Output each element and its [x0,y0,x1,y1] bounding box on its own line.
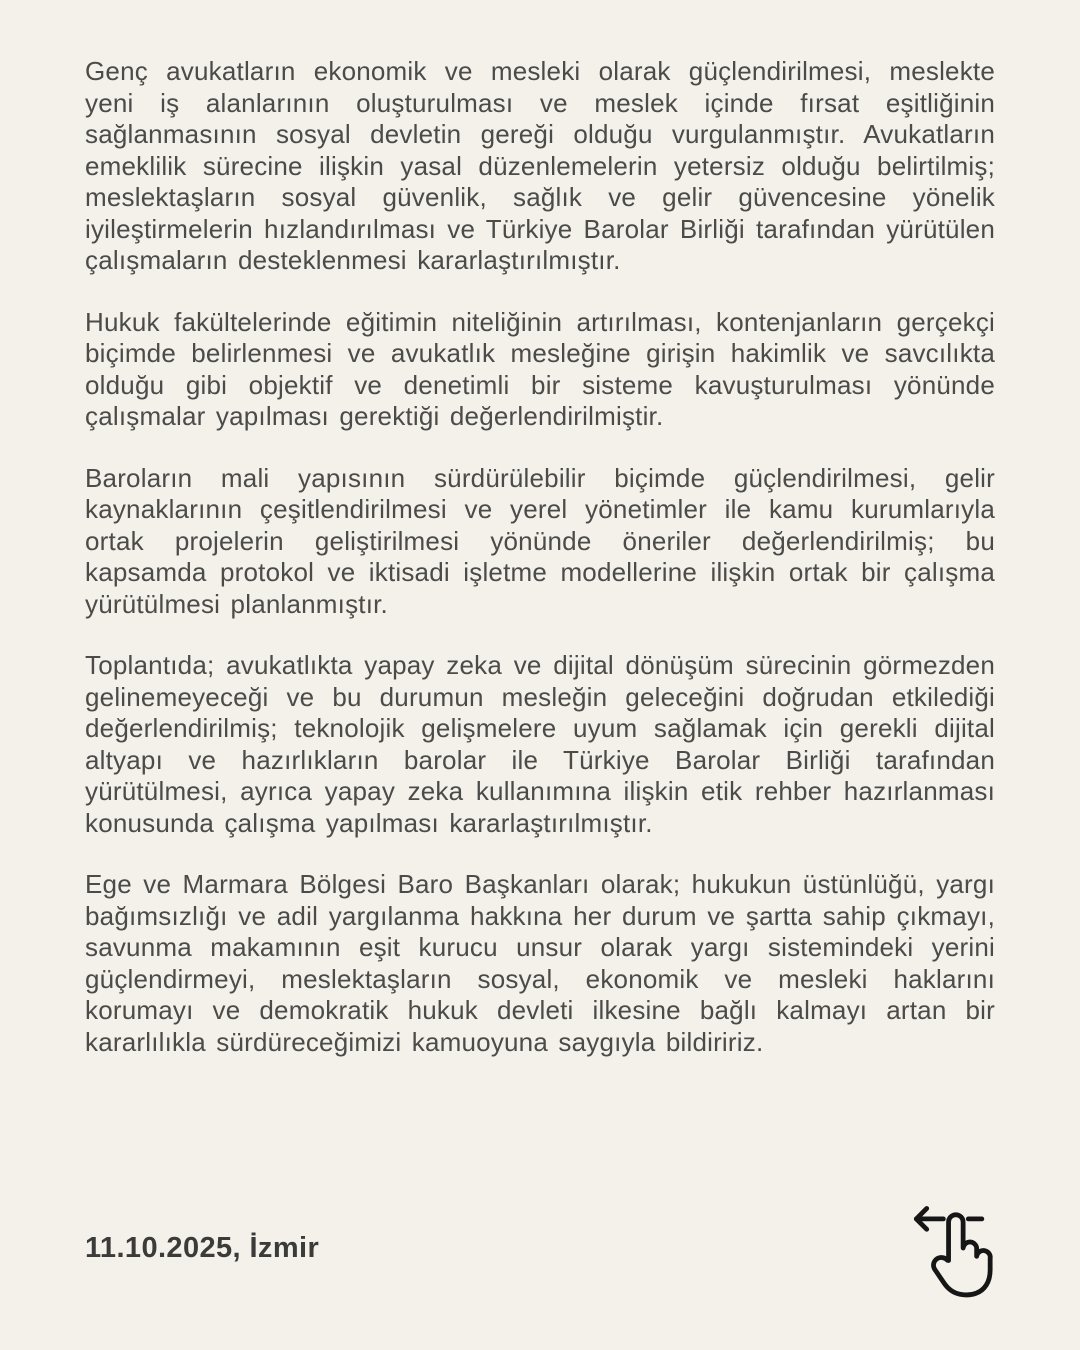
body-paragraph: Hukuk fakültelerinde eğitimin niteliğinin artırılması, kontenjanların gerçekçi biçimde belirlenmesi ve avukatlık mesleğine girişin hakimlik ve savcılıkta olduğu gibi objektif ve denetimli bir sisteme kavuşturulması yönünde çalışmalar yapılması gerektiği değerlendirilmiştir. [85,306,995,431]
body-paragraph: Baroların mali yapısının sürdürülebilir biçimde güçlendirilmesi, gelir kaynaklarının çeşitlendirilmesi ve yerel yönetimler ile kamu kurumlarıyla ortak projelerin geliştirilmesi yönünde öneriler değerlendirilmiş; bu kapsamda protokol ve iktisadi işletme modellerine ilişkin ortak bir çalışma yürütülmesi planlanmıştır. [85,462,995,619]
body-paragraph: Genç avukatların ekonomik ve mesleki olarak güçlendirilmesi, meslekte yeni iş alanlarının oluşturulması ve meslek içinde fırsat eşitliğinin sağlanmasının sosyal devletin gereği olduğu vurgulanmıştır. Avukatların emeklilik sürecine ilişkin yasal düzenlemelerin yetersiz olduğu belirtilmiş; meslektaşların sosyal güvenlik, sağlık ve gelir güvencesine yönelik iyileştirmelerin hızlandırılması ve Türkiye Barolar Birliği tarafından yürütülen çalışmaların desteklenmesi kararlaştırılmıştır. [85,56,995,275]
body-paragraph: Ege ve Marmara Bölgesi Baro Başkanları olarak; hukukun üstünlüğü, yargı bağımsızlığı ve adil yargılanma hakkına her durum ve şartta sahip çıkmayı, savunma makamının eşit kurucu unsur olarak yargı sistemindeki yerini güçlendirmeyi, meslektaşların sosyal, ekonomik ve mesleki haklarını korumayı ve demokratik hukuk devleti ilkesine bağlı kalmayı artan bir kararlılıkla sürdüreceğimizi kamuoyuna saygıyla bildiririz. [85,869,995,1057]
hand-outline [934,1215,991,1295]
body-paragraph: Toplantıda; avukatlıkta yapay zeka ve dijital dönüşüm sürecinin görmezden gelinemeyeceği ve bu durumun mesleğin geleceğini doğrudan etkilediği değerlendirilmiş; teknolojik gelişmelere uyum sağlamak için gerekli dijital altyapı ve hazırlıkların barolar ile Türkiye Barolar Birliği tarafından yürütülmesi, ayrıca yapay zeka kullanımına ilişkin etik rehber hazırlanması konusunda çalışma yapılması kararlaştırılmıştır. [85,650,995,838]
footer [85,1196,1012,1300]
dateline: 11.10.2025, İzmir [85,1231,320,1264]
swipe-left-icon [908,1196,1012,1300]
body-text [85,56,995,1058]
